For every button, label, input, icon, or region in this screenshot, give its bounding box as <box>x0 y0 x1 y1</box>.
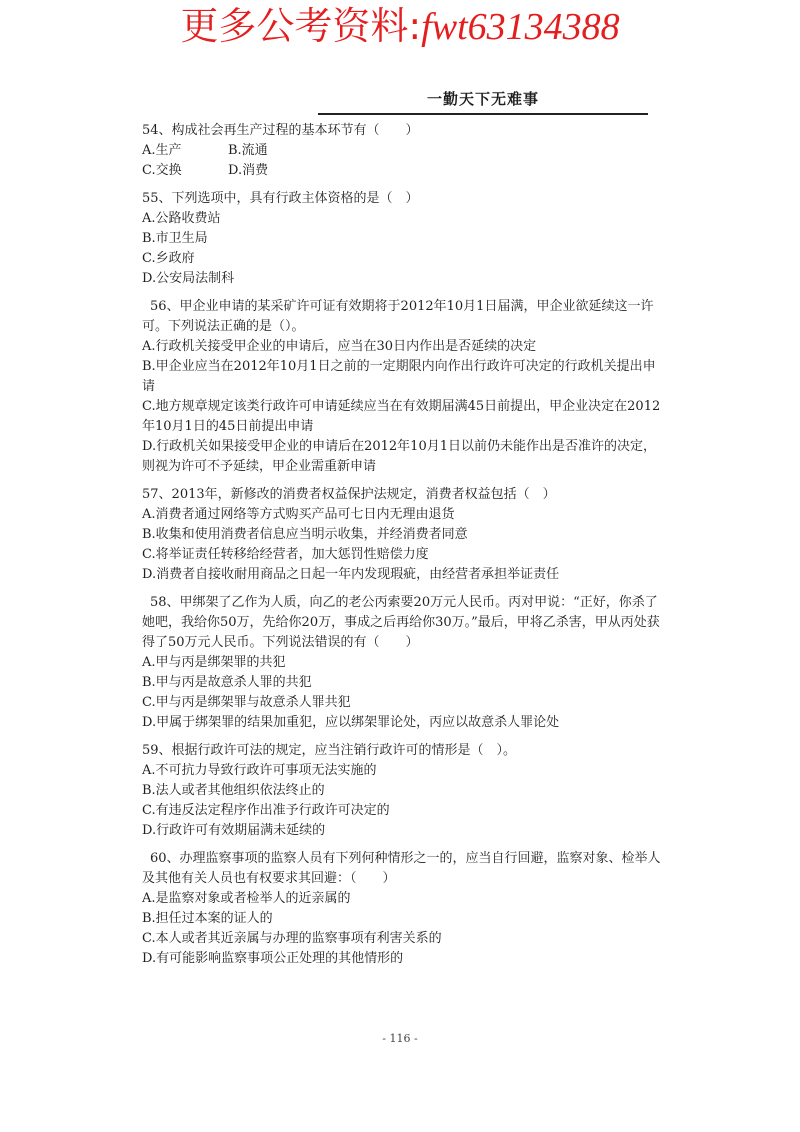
page-header-motto: 一勤天下无难事 <box>426 90 539 108</box>
option-d: D.公安局法制科 <box>142 271 235 286</box>
question-stem: 55、下列选项中，具有行政主体资格的是（ ） <box>142 191 419 206</box>
promo-banner <box>0 4 800 49</box>
question-stem: 57、2013年，新修改的消费者权益保护法规定，消费者权益包括（ ） <box>142 487 556 502</box>
page-number: - 116 - <box>382 1032 418 1045</box>
option-d: D.有可能影响监察事项公正处理的其他情形的 <box>142 951 404 966</box>
option-a: A.消费者通过网络等方式购买产品可七日内无理由退货 <box>142 507 455 522</box>
banner-prefix: 更多公考资料: <box>180 4 422 48</box>
option-a: A.是监察对象或者检举人的近亲属的 <box>142 891 351 906</box>
header-divider <box>318 113 648 115</box>
option-a: A.行政机关接受甲企业的申请后，应当在30日内作出是否延续的决定 <box>142 339 537 354</box>
option-c: C.将举证责任转移给经营者，加大惩罚性赔偿力度 <box>142 547 429 562</box>
option-c: C.有违反法定程序作出准予行政许可决定的 <box>142 803 390 818</box>
question-54 <box>142 121 662 181</box>
question-55 <box>142 189 662 289</box>
option-a: A.公路收费站 <box>142 211 221 226</box>
question-stem: 60、办理监察事项的监察人员有下列何种情形之一的，应当自行回避，监察对象、检举人及其他有关人员也有权要求其回避：（ ） <box>142 851 661 886</box>
question-60 <box>142 849 662 969</box>
question-list <box>142 121 662 977</box>
option-b: B.市卫生局 <box>142 231 208 246</box>
option-c: C.地方规章规定该类行政许可申请延续应当在有效期届满45日前提出，甲企业决定在2012年10月1日的45日前提出申请 <box>142 399 661 434</box>
option-b: B.担任过本案的证人的 <box>142 911 273 926</box>
option-d: D.消费者自接收耐用商品之日起一年内发现瑕疵，由经营者承担举证责任 <box>142 567 560 582</box>
option-b: B.甲与丙是故意杀人罪的共犯 <box>142 675 312 690</box>
option-b: B.流通 <box>228 143 268 158</box>
question-57 <box>142 485 662 585</box>
option-c: C.交换 <box>142 163 182 178</box>
option-d: D.消费 <box>228 163 269 178</box>
option-a: A.甲与丙是绑架罪的共犯 <box>142 655 286 670</box>
banner-contact: fwt63134388 <box>421 6 620 48</box>
option-d: D.行政许可有效期届满未延续的 <box>142 823 326 838</box>
option-a: A.生产 <box>142 143 182 158</box>
option-d: D.行政机关如果接受甲企业的申请后在2012年10月1日以前仍未能作出是否准许的决定，则视为许可不予延续，甲企业需重新申请 <box>142 439 656 474</box>
question-stem: 54、构成社会再生产过程的基本环节有（ ） <box>142 123 419 138</box>
question-stem: 59、根据行政许可法的规定，应当注销行政许可的情形是（ ）。 <box>142 743 517 758</box>
option-c: C.乡政府 <box>142 251 195 266</box>
option-c: C.本人或者其近亲属与办理的监察事项有利害关系的 <box>142 931 442 946</box>
question-59 <box>142 741 662 841</box>
question-stem: 58、甲绑架了乙作为人质，向乙的老公丙索要20万元人民币。丙对甲说：“正好，你杀了她吧，我给你50万，先给你20万，事成之后再给你30万。”最后，甲将乙杀害，甲从丙处获得了50万元人民币。下列说法错误的有（ ） <box>142 595 660 650</box>
option-a: A.不可抗力导致行政许可事项无法实施的 <box>142 763 377 778</box>
option-b: B.法人或者其他组织依法终止的 <box>142 783 325 798</box>
question-stem: 56、甲企业申请的某采矿许可证有效期将于2012年10月1日届满，甲企业欲延续这一许可。下列说法正确的是（）。 <box>142 299 654 334</box>
option-b: B.甲企业应当在2012年10月1日之前的一定期限内向作出行政许可决定的行政机关提出申请 <box>142 359 656 394</box>
option-c: C.甲与丙是绑架罪与故意杀人罪共犯 <box>142 695 351 710</box>
question-58 <box>142 593 662 733</box>
option-d: D.甲属于绑架罪的结果加重犯，应以绑架罪论处，丙应以故意杀人罪论处 <box>142 715 560 730</box>
question-56 <box>142 297 662 477</box>
option-b: B.收集和使用消费者信息应当明示收集，并经消费者同意 <box>142 527 468 542</box>
